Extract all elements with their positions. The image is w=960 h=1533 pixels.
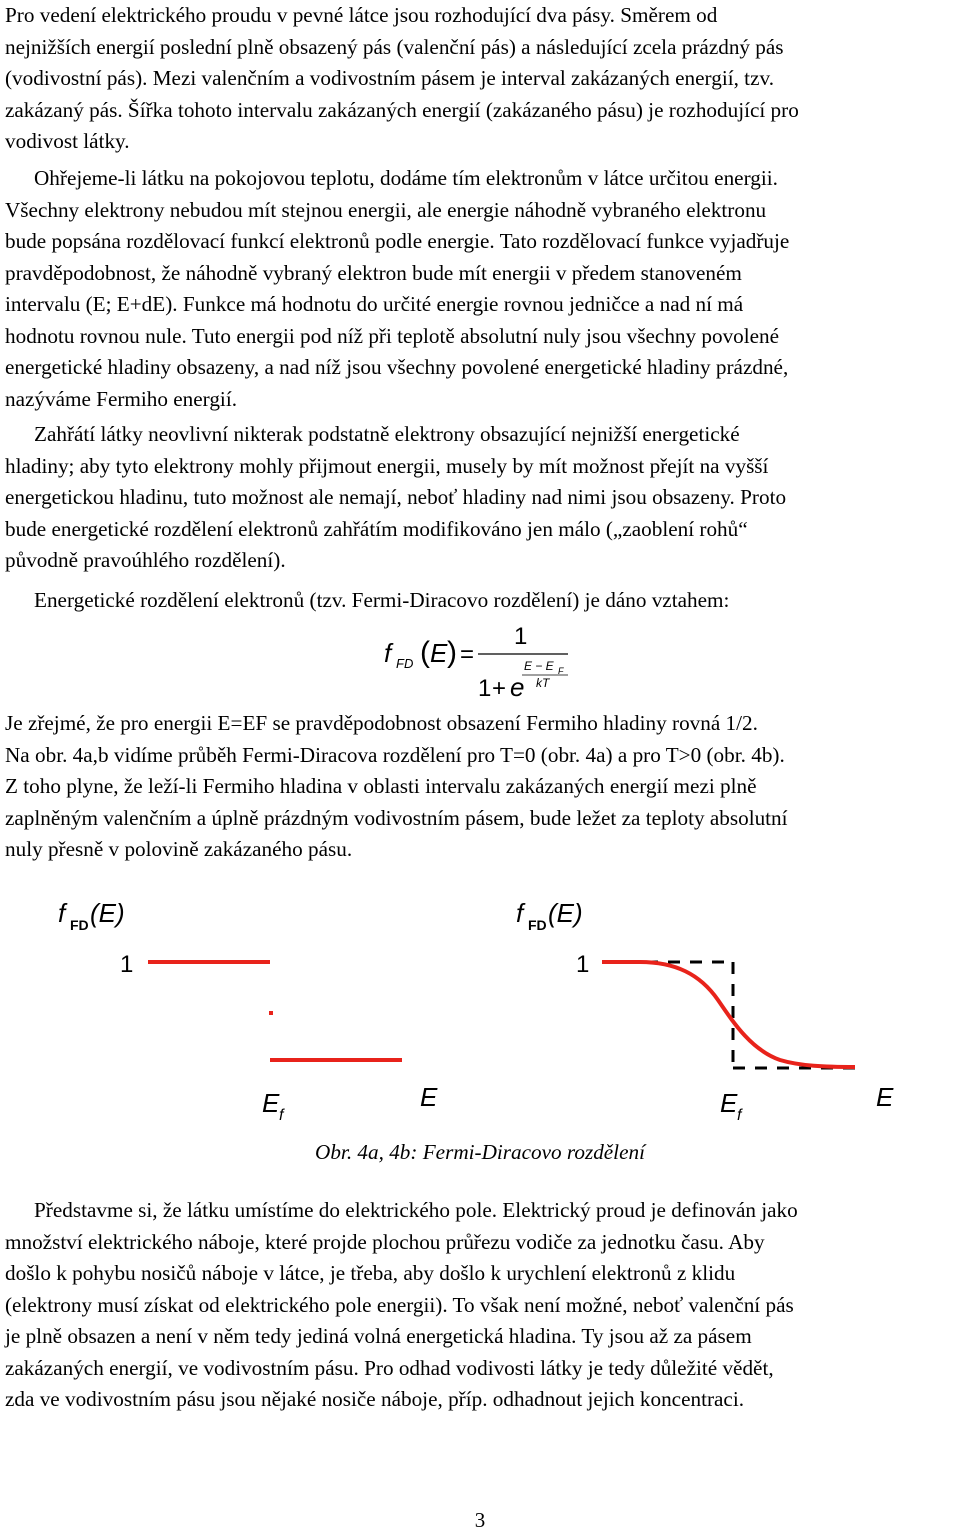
den-e: e xyxy=(510,672,525,702)
text-line: Na obr. 4a,b vidíme průběh Fermi-Diracova rozdělení pro T=0 (obr. 4a) a pro T>0 (obr. 4b). xyxy=(5,742,785,767)
text-line: Z toho plyne, že leží-li Fermiho hladina v oblasti intervalu zakázaných energií mezi plně xyxy=(5,774,757,798)
fig-b-one-label: 1 xyxy=(576,951,590,978)
text-line: Ohřejeme-li látku na pokojovou teplotu, dodáme tím elektronům v látce určitou energii. xyxy=(34,166,778,190)
text-line: zakázaný pás. Šířka tohoto intervalu zakázaných energií (zakázaného pásu) je rozhodující pro xyxy=(5,97,799,122)
paragraph-fermi-energy xyxy=(5,163,955,415)
fig-b-fd-curve xyxy=(602,962,855,1067)
fig-a-ylabel: f xyxy=(58,898,66,928)
formula-lparen: ( xyxy=(420,636,430,669)
text-line: zaplněným valenčním a úplně prázdným vodivostním pásem, bude ležet za teploty absolutní xyxy=(5,805,788,830)
formula-f: f xyxy=(384,638,392,668)
text-line: množství elektrického náboje, které projde plochou průřezu vodiče za jednotku času. Aby xyxy=(5,1229,765,1254)
text-line: vodivost látky. xyxy=(5,129,130,153)
formula-E: E xyxy=(430,638,448,668)
text-line: Pro vedení elektrického proudu v pevné látce jsou rozhodující dva pásy. Směrem od xyxy=(5,3,718,27)
text-line: bude popsána rozdělovací funkcí elektronů podle energie. Tato rozdělovací funkce vyjadřuje xyxy=(5,229,790,253)
text-line: došlo k pohybu nosičů náboje v látce, je třeba, aby došlo k urychlení elektronů z klidu xyxy=(5,1261,736,1285)
paragraph-electric-field xyxy=(5,1195,955,1416)
text-line: bude energetické rozdělení elektronů zahřátím modifikováno jen málo („zaoblení rohů“ xyxy=(5,516,748,541)
text-line: (elektrony musí získat od elektrického pole energii). To však není možné, neboť valenční pás xyxy=(5,1292,794,1317)
fig-b-ylabel-sub: FD xyxy=(528,917,547,933)
fig-a-e-label: E xyxy=(420,1082,438,1112)
text-line: nazýváme Fermiho energií. xyxy=(5,386,238,411)
page-number: 3 xyxy=(474,1508,486,1532)
fig-a-ef-sub: f xyxy=(279,1107,284,1124)
text-line: nuly přesně v polovině zakázaného pásu. xyxy=(5,837,353,861)
fig-b-ef-sub: f xyxy=(737,1107,742,1124)
fig-b-ef-label: E xyxy=(720,1088,738,1118)
text-line: Energetické rozdělení elektronů (tzv. Fermi-Diracovo rozdělení) je dáno vztahem: xyxy=(34,588,730,612)
text-line: energetickou hladinu, tuto možnost ale nemají, neboť hladiny nad nimi jsou obsazeny. Proto xyxy=(5,485,787,509)
fig-a-ylabel-arg: (E) xyxy=(90,898,125,928)
figure-4a xyxy=(30,890,490,1130)
text-line: (vodivostní pás). Mezi valenčním a vodivostním pásem je interval zakázaných energií, tzv. xyxy=(5,66,774,90)
text-line: je plně obsazen a není v něm tedy jediná volná energetická hladina. Ty jsou až za pásem xyxy=(5,1324,752,1348)
text-line: Je zřejmé, že pro energii E=EF se pravděpodobnost obsazení Fermiho hladiny rovná 1/2. xyxy=(5,711,758,735)
fermi-dirac-formula xyxy=(380,620,600,710)
text-line: zda ve vodivostním pásu jsou nějaké nosiče náboje, příp. odhadnout jejich koncentraci. xyxy=(5,1387,745,1411)
figure-caption: Obr. 4a, 4b: Fermi-Diracovo rozdělení xyxy=(315,1140,645,1164)
text-line: Zahřátí látky neovlivní nikterak podstatně elektrony obsazující nejnižší energetické xyxy=(34,422,740,446)
text-line: Představme si, že látku umístíme do elektrického pole. Elektrický proud je definován jako xyxy=(34,1198,798,1222)
text-line: hodnotu rovnou nule. Tuto energii pod níž při teplotě absolutní nuly jsou všechny povolené xyxy=(5,323,780,348)
fig-a-half-point xyxy=(269,1011,273,1015)
formula-eq: = xyxy=(460,641,475,668)
paragraph-bands xyxy=(5,0,955,158)
text-line: pravděpodobnost, že náhodně vybraný elektron bude mít energii v předem stanoveném xyxy=(5,260,742,285)
figure-4b xyxy=(490,890,950,1130)
fig-a-ef-label: E xyxy=(262,1088,280,1118)
paragraph-heating xyxy=(5,419,955,577)
paragraph-fermi-level xyxy=(5,708,955,866)
fig-a-one-label: 1 xyxy=(120,951,134,978)
fig-b-ylabel-arg: (E) xyxy=(548,898,583,928)
exp-numerator: E − E xyxy=(524,659,554,673)
formula-rparen: ) xyxy=(447,636,457,669)
text-line: zakázaných energií, ve vodivostním pásu. Pro odhad vodivosti látky je tedy důležité vědět, xyxy=(5,1355,774,1380)
formula-numerator: 1 xyxy=(514,623,528,650)
text-line: nejnižších energií poslední plně obsazený pás (valenční pás) a následující zcela prázdný pás xyxy=(5,34,784,59)
fig-b-e-label: E xyxy=(876,1082,894,1112)
fig-b-ylabel: f xyxy=(516,898,524,928)
fig-a-ylabel-sub: FD xyxy=(70,917,89,933)
exp-denominator: kT xyxy=(536,676,550,690)
exp-numerator-sub: F xyxy=(558,666,564,676)
text-line: původně pravoúhlého rozdělení). xyxy=(5,548,286,572)
formula-sub: FD xyxy=(396,656,414,671)
paragraph-distribution-intro xyxy=(5,585,955,617)
text-line: hladiny; aby tyto elektrony mohly přijmout energii, musely by mít možnost přejít na vyšší xyxy=(5,453,769,478)
text-line: Všechny elektrony nebudou mít stejnou energii, ale energie náhodně vybraného elektronu xyxy=(5,197,767,222)
text-line: energetické hladiny obsazeny, a nad níž jsou všechny povolené energetické hladiny prázdné, xyxy=(5,355,789,379)
den-one: 1 xyxy=(478,675,492,702)
den-plus: + xyxy=(492,675,507,702)
text-line: intervalu (E; E+dE). Funkce má hodnotu do určité energie rovnou jedničce a nad ní má xyxy=(5,292,744,316)
